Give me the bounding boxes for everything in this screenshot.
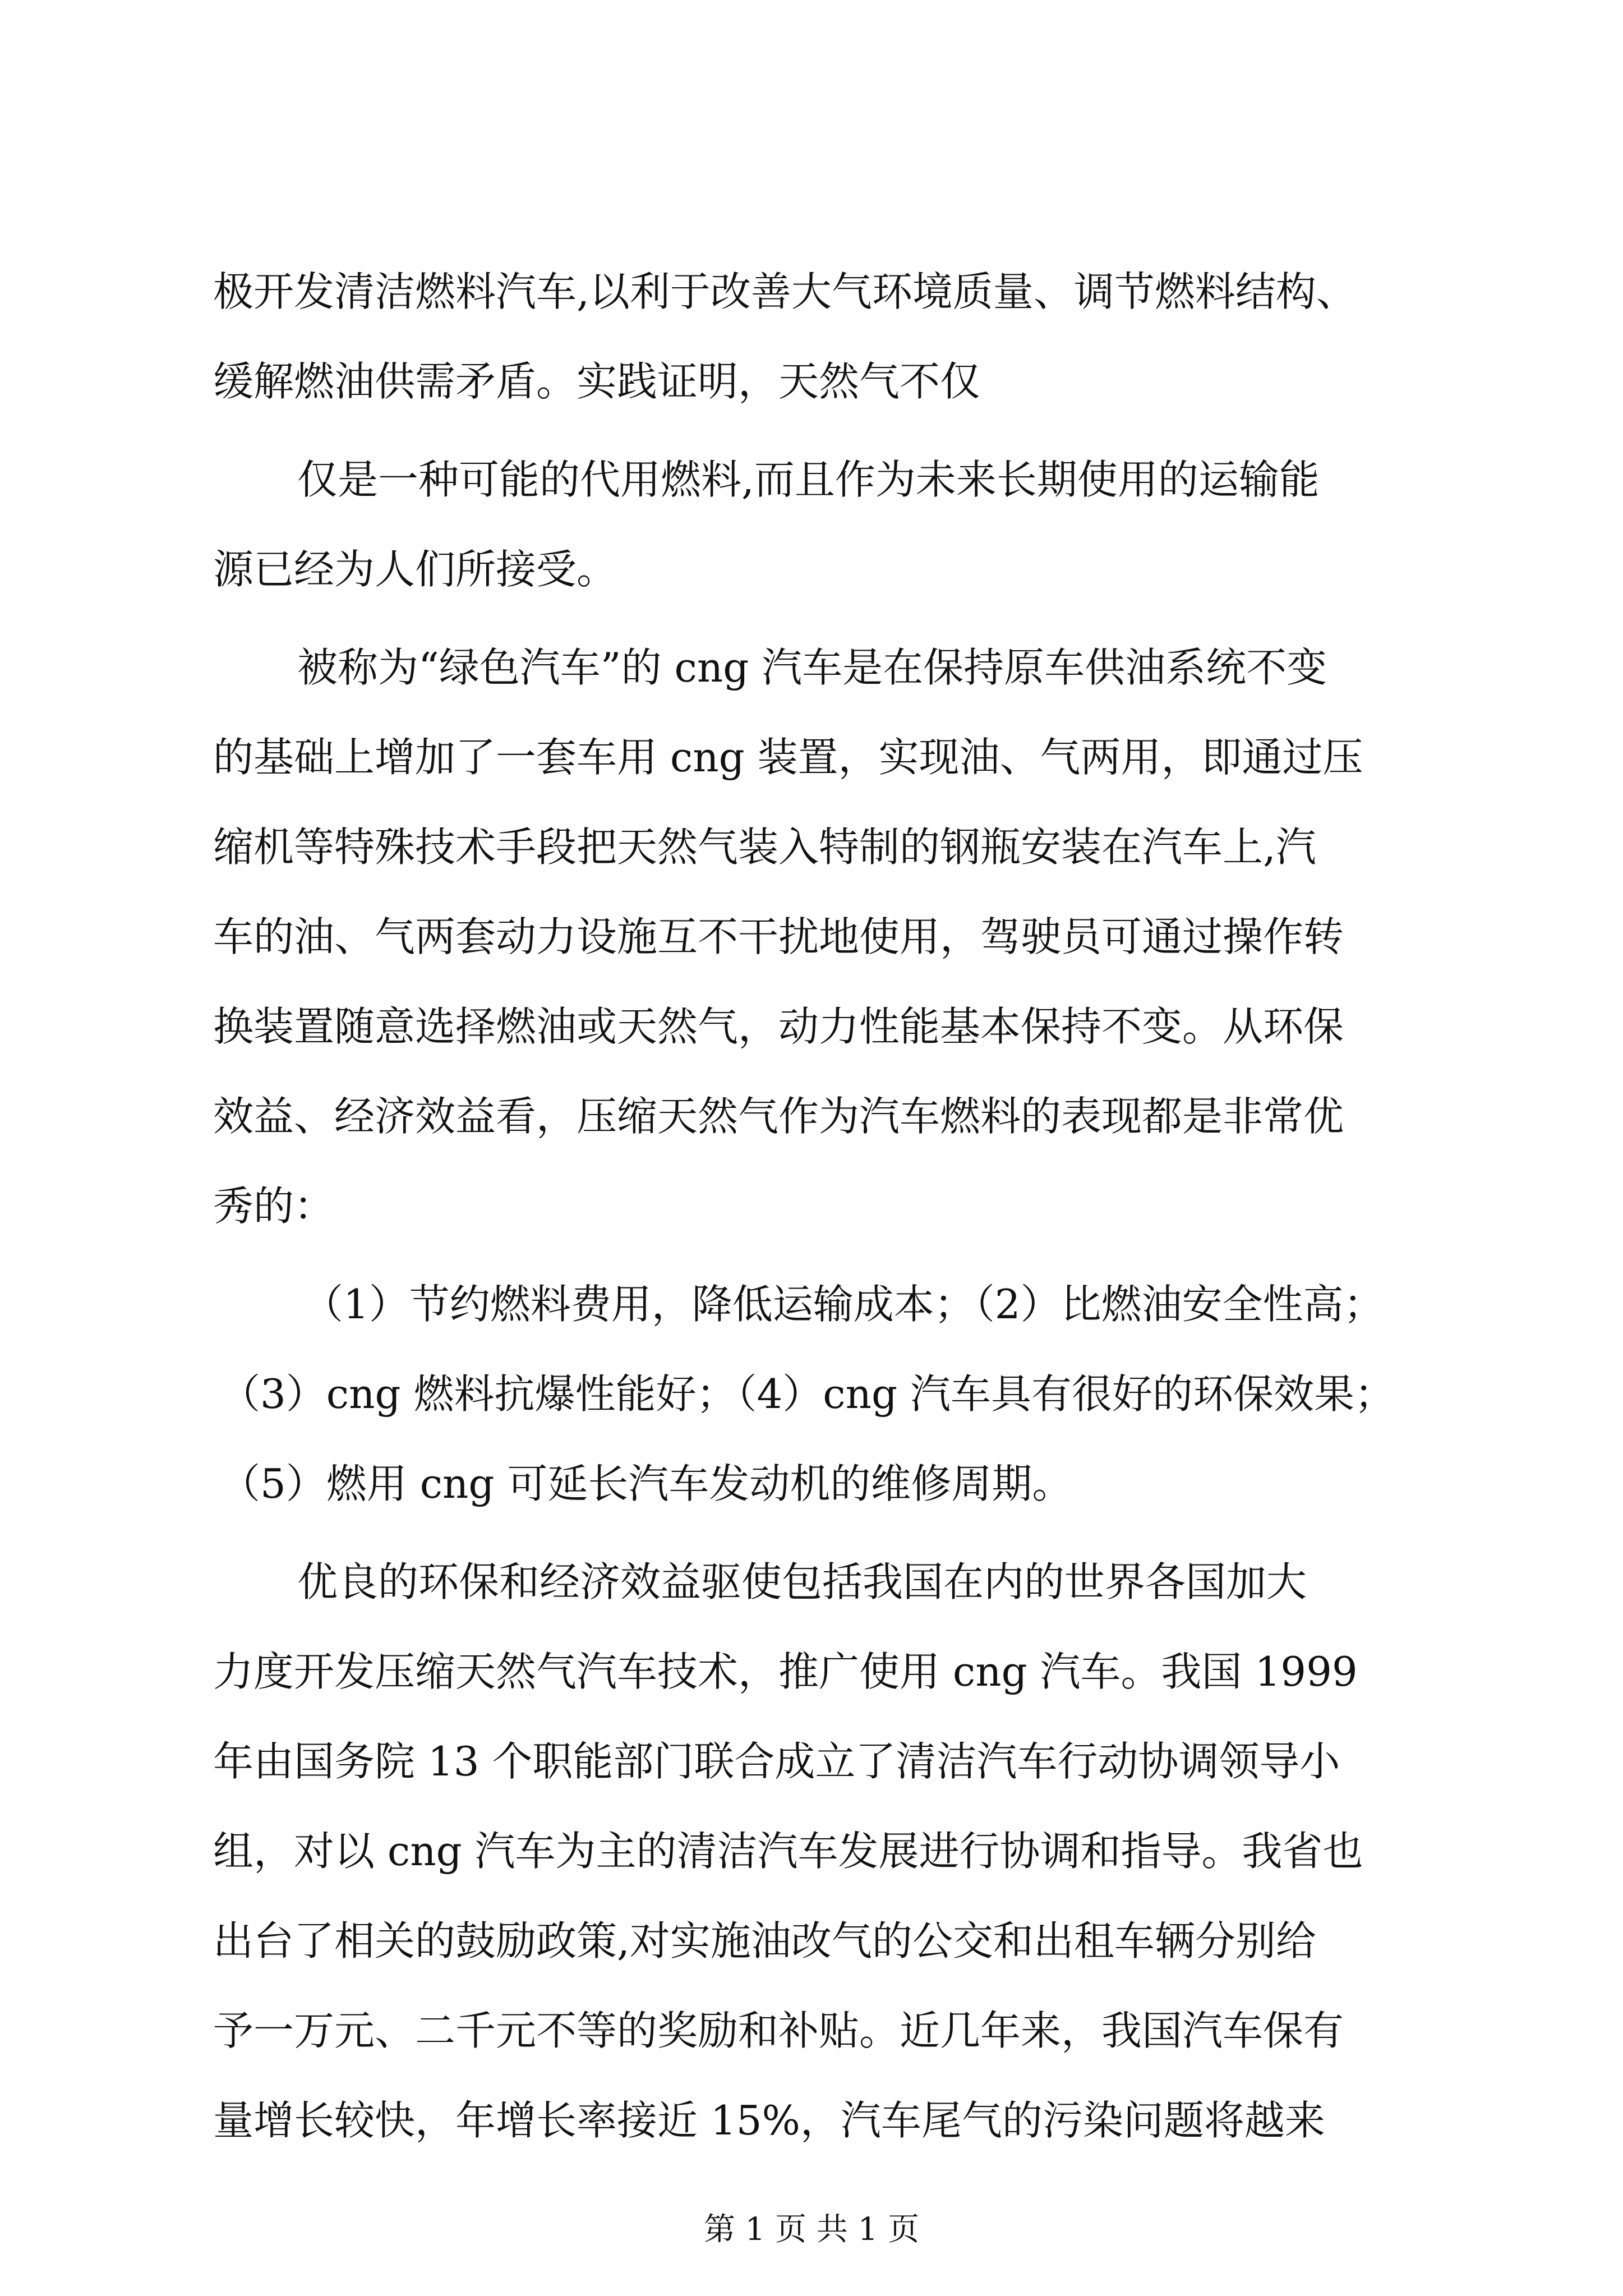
paragraph-2-line-2: 源已经为人们所接受。 xyxy=(213,546,617,593)
paragraph-3-line-6: 效益、经济效益看，压缩天然气作为汽车燃料的表现都是非常优 xyxy=(213,1093,1344,1140)
paragraph-3-line-4: 车的油、气两套动力设施互不干扰地使用，驾驶员可通过操作转 xyxy=(213,913,1344,960)
paragraph-3-line-5: 换装置随意选择燃油或天然气，动力性能基本保持不变。从环保 xyxy=(213,1003,1344,1050)
paragraph-3-line-2: 的基础上增加了一套车用 cng 装置，实现油、气两用，即通过压 xyxy=(213,734,1363,781)
paragraph-5-line-5: 出台了相关的鼓励政策,对实施油改气的公交和出租车辆分别给 xyxy=(213,1917,1316,1964)
paragraph-5-line-7: 量增长较快，年增长率接近 15%，汽车尾气的污染问题将越来 xyxy=(213,2097,1325,2144)
paragraph-5-line-2: 力度开发压缩天然气汽车技术，推广使用 cng 汽车。我国 1999 xyxy=(213,1648,1358,1695)
paragraph-1-line-2: 缓解燃油供需矛盾。实践证明，天然气不仅 xyxy=(213,358,981,405)
page-number-label: 第 1 页 共 1 页 xyxy=(703,2211,920,2248)
paragraph-5-line-1: 优良的环保和经济效益驱使包括我国在内的世界各国加大 xyxy=(297,1558,1307,1605)
page-footer xyxy=(0,2207,1623,2252)
paragraph-1-line-1: 极开发清洁燃料汽车,以利于改善大气环境质量、调节燃料结构、 xyxy=(213,268,1357,315)
paragraph-4-line-1: （1）节约燃料费用，降低运输成本；（2）比燃油安全性高； xyxy=(303,1281,1384,1328)
paragraph-2-line-1: 仅是一种可能的代用燃料,而且作为未来长期使用的运输能 xyxy=(297,456,1320,503)
paragraph-5-line-3: 年由国务院 13 个职能部门联合成立了清洁汽车行动协调领导小 xyxy=(213,1738,1340,1785)
paragraph-3-line-3: 缩机等特殊技术手段把天然气装入特制的钢瓶安装在汽车上,汽 xyxy=(213,823,1316,871)
paragraph-4-line-3: （5）燃用 cng 可延长汽车发动机的维修周期。 xyxy=(220,1460,1073,1507)
paragraph-4-line-2: （3）cng 燃料抗爆性能好；（4）cng 汽车具有很好的环保效果； xyxy=(220,1370,1395,1418)
paragraph-5-line-4: 组，对以 cng 汽车为主的清洁汽车发展进行协调和指导。我省也 xyxy=(213,1828,1363,1875)
paragraph-5-line-6: 予一万元、二千元不等的奖励和补贴。近几年来，我国汽车保有 xyxy=(213,2007,1344,2054)
paragraph-3-line-7: 秀的： xyxy=(213,1182,335,1230)
paragraph-3-line-1: 被称为“绿色汽车”的 cng 汽车是在保持原车供油系统不变 xyxy=(297,644,1327,691)
